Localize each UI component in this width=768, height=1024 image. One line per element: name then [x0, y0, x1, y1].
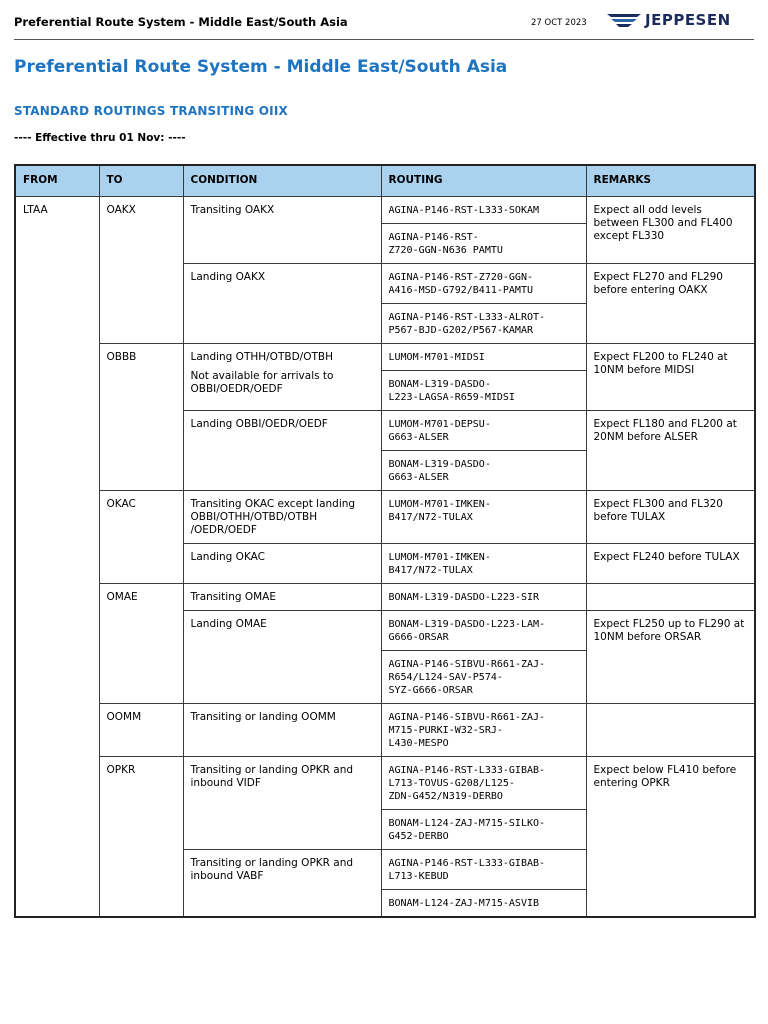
- table-row: [15, 704, 755, 757]
- condition-text: Landing OAKX: [190, 271, 266, 283]
- condition-text: Landing OTHH/OTBD/OTBH: [190, 351, 333, 363]
- condition-text: Not available for arrivals to OBBI/OEDR/OEDF: [190, 370, 334, 395]
- col-header-to: TO: [99, 165, 183, 197]
- cell-routing: AGINA-P146-SIBVU-R661-ZAJ- R654/L124-SAV-P574- SYZ-G666-ORSAR: [381, 651, 586, 704]
- cell-remarks: Expect FL240 before TULAX: [586, 544, 755, 584]
- cell-routing: BONAM-L319-DASDO- G663-ALSER: [381, 451, 586, 491]
- condition-text: Transiting OMAE: [190, 591, 276, 603]
- table-row: [15, 197, 755, 224]
- cell-routing: LUMOM-M701-MIDSI: [381, 344, 586, 371]
- cell-routing: BONAM-L319-DASDO- L223-LAGSA-R659-MIDSI: [381, 371, 586, 411]
- cell-from: LTAA: [15, 197, 99, 918]
- cell-routing: BONAM-L319-DASDO-L223-SIR: [381, 584, 586, 611]
- condition-text: Transiting or landing OPKR and inbound VIDF: [190, 764, 354, 789]
- effective-note: ---- Effective thru 01 Nov: ----: [14, 132, 186, 144]
- cell-condition: [183, 584, 381, 611]
- jeppesen-logo: [607, 11, 757, 31]
- cell-condition: [183, 491, 381, 544]
- cell-routing: AGINA-P146-RST-L333-GIBAB- L713-TOVUS-G208/L125- ZDN-G452/N319-DERBO: [381, 757, 586, 810]
- cell-remarks: Expect FL180 and FL200 at 20NM before ALSER: [586, 411, 755, 491]
- page-title: Preferential Route System - Middle East/South Asia: [14, 57, 508, 77]
- cell-condition: [183, 850, 381, 918]
- table-row: [15, 344, 755, 371]
- cell-routing: BONAM-L124-ZAJ-M715-SILKO- G452-DERBO: [381, 810, 586, 850]
- cell-routing: LUMOM-M701-IMKEN- B417/N72-TULAX: [381, 491, 586, 544]
- routing-table: [14, 164, 756, 918]
- header-rule: [14, 39, 754, 40]
- cell-routing: AGINA-P146-RST- Z720-GGN-N636 PAMTU: [381, 224, 586, 264]
- table-row: [15, 491, 755, 544]
- condition-text: Landing OMAE: [190, 618, 267, 630]
- brand-wordmark: JEPPESEN: [645, 11, 731, 29]
- cell-condition: [183, 757, 381, 850]
- cell-to: OKAC: [99, 491, 183, 584]
- cell-routing: LUMOM-M701-DEPSU- G663-ALSER: [381, 411, 586, 451]
- cell-condition: [183, 197, 381, 264]
- cell-remarks: [586, 704, 755, 757]
- cell-routing: BONAM-L124-ZAJ-M715-ASVIB: [381, 890, 586, 918]
- condition-text: Transiting OAKX: [190, 204, 275, 216]
- col-header-remarks: REMARKS: [586, 165, 755, 197]
- section-title: STANDARD ROUTINGS TRANSITING OIIX: [14, 104, 288, 118]
- col-header-condition: CONDITION: [183, 165, 381, 197]
- cell-routing: AGINA-P146-RST-L333-SOKAM: [381, 197, 586, 224]
- cell-routing: LUMOM-M701-IMKEN- B417/N72-TULAX: [381, 544, 586, 584]
- table-header-row: [15, 165, 755, 197]
- cell-to: OOMM: [99, 704, 183, 757]
- col-header-from: FROM: [15, 165, 99, 197]
- cell-routing: AGINA-P146-RST-Z720-GGN- A416-MSD-G792/B411-PAMTU: [381, 264, 586, 304]
- condition-text: Transiting or landing OPKR and inbound VABF: [190, 857, 354, 882]
- condition-text: Landing OKAC: [190, 551, 265, 563]
- cell-remarks: Expect FL300 and FL320 before TULAX: [586, 491, 755, 544]
- cell-condition: [183, 411, 381, 491]
- col-header-routing: ROUTING: [381, 165, 586, 197]
- cell-remarks: Expect below FL410 before entering OPKR: [586, 757, 755, 918]
- condition-text: Transiting or landing OOMM: [190, 711, 336, 723]
- cell-remarks: Expect FL270 and FL290 before entering OAKX: [586, 264, 755, 344]
- cell-to: OMAE: [99, 584, 183, 704]
- condition-text: Landing OBBI/OEDR/OEDF: [190, 418, 328, 430]
- jeppesen-swoosh-icon: [607, 12, 643, 28]
- cell-condition: [183, 344, 381, 411]
- cell-to: OAKX: [99, 197, 183, 344]
- condition-text: Transiting OKAC except landing OBBI/OTHH/OTBD/OTBH /OEDR/OEDF: [190, 498, 356, 536]
- cell-routing: BONAM-L319-DASDO-L223-LAM- G666-ORSAR: [381, 611, 586, 651]
- cell-remarks: Expect FL250 up to FL290 at 10NM before ORSAR: [586, 611, 755, 704]
- cell-to: OBBB: [99, 344, 183, 491]
- cell-routing: AGINA-P146-RST-L333-ALROT- P567-BJD-G202/P567-KAMAR: [381, 304, 586, 344]
- cell-condition: [183, 544, 381, 584]
- table-row: [15, 584, 755, 611]
- cell-condition: [183, 704, 381, 757]
- cell-remarks: Expect FL200 to FL240 at 10NM before MIDSI: [586, 344, 755, 411]
- cell-to: OPKR: [99, 757, 183, 918]
- table-body: [15, 197, 755, 918]
- running-header-title: Preferential Route System - Middle East/South Asia: [14, 15, 348, 29]
- cell-condition: [183, 264, 381, 344]
- cell-routing: AGINA-P146-SIBVU-R661-ZAJ- M715-PURKI-W32-SRJ- L430-MESPO: [381, 704, 586, 757]
- cell-routing: AGINA-P146-RST-L333-GIBAB- L713-KEBUD: [381, 850, 586, 890]
- table-row: [15, 757, 755, 810]
- cell-remarks: [586, 584, 755, 611]
- cell-condition: [183, 611, 381, 704]
- cell-remarks: Expect all odd levels between FL300 and FL400 except FL330: [586, 197, 755, 264]
- header-date: 27 OCT 2023: [531, 18, 587, 28]
